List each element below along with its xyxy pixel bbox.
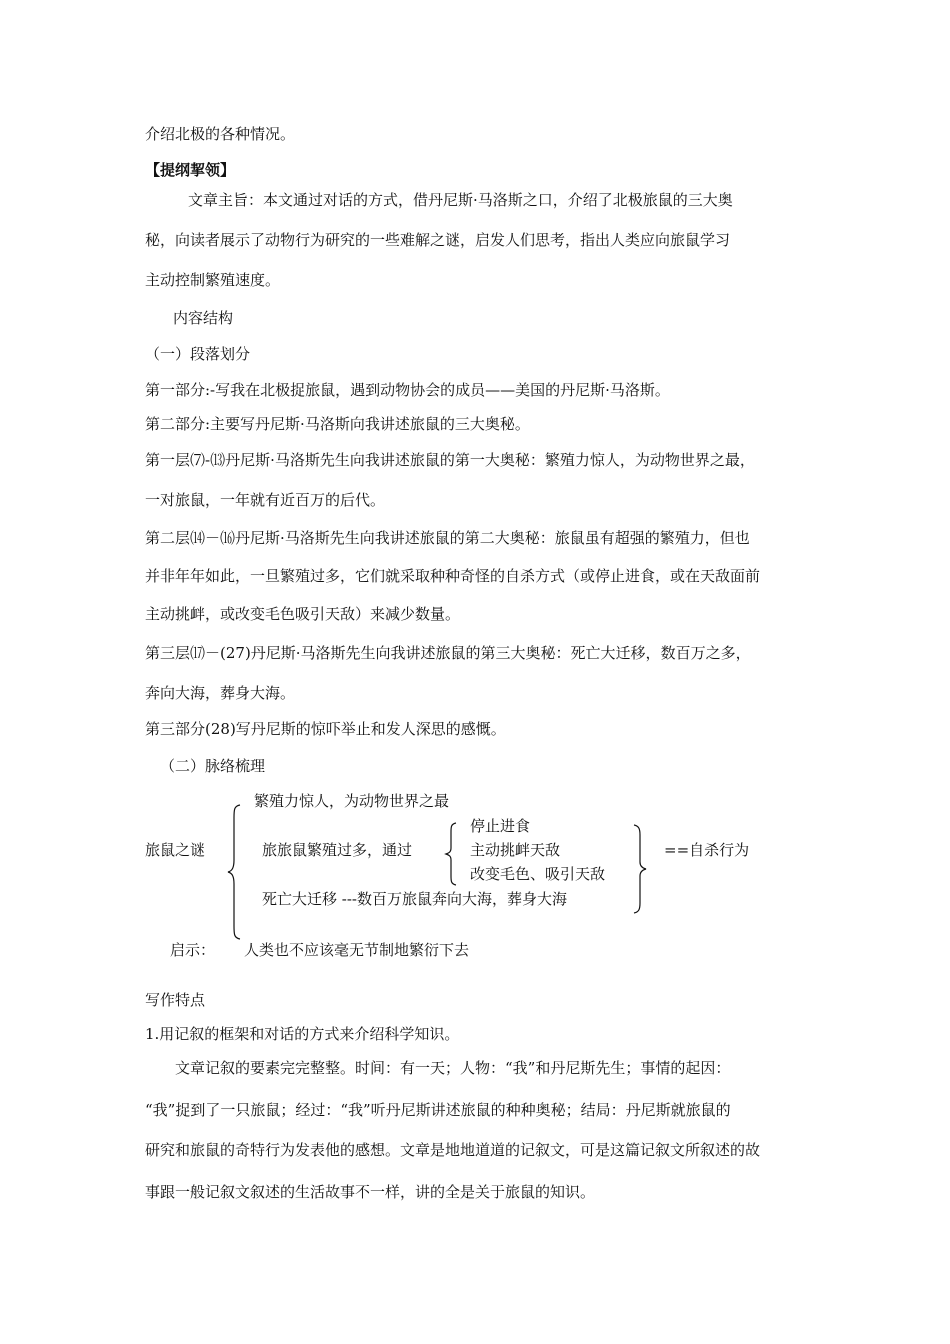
text-line: 第一层⑺-⒀丹尼斯·马洛斯先生向我讲述旅鼠的第一大奥秘：繁殖力惊人，为动物世界之最， [145,451,755,469]
text-line: 1.用记叙的框架和对话的方式来介绍科学知识。 [145,1025,460,1043]
diagram-sub-2: 主动挑衅天敌 [470,841,561,859]
diagram-item-3: 死亡大迁移 ---数百万旅鼠奔向大海，葬身大海 [262,890,567,908]
section-heading: 【提纲挈领】 [145,161,236,179]
left-brace [226,804,242,940]
subheading: 内容结构 [173,309,234,327]
text-line: 主动挑衅，或改变毛色吸引天敌）来减少数量。 [145,605,461,623]
text-line: 介绍北极的各种情况。 [145,125,296,143]
text-line: 一对旅鼠，一年就有近百万的后代。 [145,491,386,509]
diagram-sub-1: 停止进食 [470,817,531,835]
text-line: 奔向大海，葬身大海。 [145,684,296,702]
diagram-item-2: 旅旅鼠繁殖过多，通过 [262,841,413,859]
text-line: 文章记叙的要素完完整整。时间：有一天；人物：“我”和丹尼斯先生；事情的起因： [175,1059,731,1077]
text-line: 第二部分:主要写丹尼斯·马洛斯向我讲述旅鼠的三大奥秘。 [145,415,530,433]
inner-left-brace [444,822,458,886]
subheading: （一）段落划分 [145,345,251,363]
text-line: 主动控制繁殖速度。 [145,271,281,289]
text-line: 第三部分(28)写丹尼斯的惊吓举止和发人深思的感慨。 [145,720,506,738]
diagram-hint-text: 人类也不应该毫无节制地繁衍下去 [244,941,470,959]
text-line: 文章主旨：本文通过对话的方式，借丹尼斯·马洛斯之口，介绍了北极旅鼠的三大奥 [188,191,733,209]
diagram-root: 旅鼠之谜 [145,841,206,859]
diagram-hint-label: 启示： [170,941,216,959]
text-line: 秘，向读者展示了动物行为研究的一些难解之谜，启发人们思考，指出人类应向旅鼠学习 [145,231,731,249]
text-line: 第一部分:-写我在北极捉旅鼠，遇到动物协会的成员——美国的丹尼斯·马洛斯。 [145,381,670,399]
text-line: 研究和旅鼠的奇特行为发表他的感想。文章是地地道道的记叙文，可是这篇记叙文所叙述的故 [145,1141,761,1159]
text-line: 事跟一般记叙文叙述的生活故事不一样，讲的全是关于旅鼠的知识。 [145,1183,596,1201]
diagram-sub-3: 改变毛色、吸引天敌 [470,865,606,883]
text-line: 并非年年如此，一旦繁殖过多，它们就采取种种奇怪的自杀方式（或停止进食，或在天敌面前 [145,567,761,585]
subheading: （二）脉络梳理 [160,757,266,775]
inner-right-brace [632,824,648,914]
diagram-result: ==自杀行为 [664,841,750,859]
text-line: “我”捉到了一只旅鼠；经过：“我”听丹尼斯讲述旅鼠的种种奥秘；结局：丹尼斯就旅鼠的 [145,1101,731,1119]
subheading: 写作特点 [145,991,206,1009]
diagram-item-1: 繁殖力惊人，为动物世界之最 [254,792,450,810]
text-line: 第二层⒁－⒃丹尼斯·马洛斯先生向我讲述旅鼠的第二大奥秘：旅鼠虽有超强的繁殖力，但也 [145,529,750,547]
text-line: 第三层⒄－(27)丹尼斯·马洛斯先生向我讲述旅鼠的第三大奥秘：死亡大迁移，数百万之多， [145,644,751,662]
